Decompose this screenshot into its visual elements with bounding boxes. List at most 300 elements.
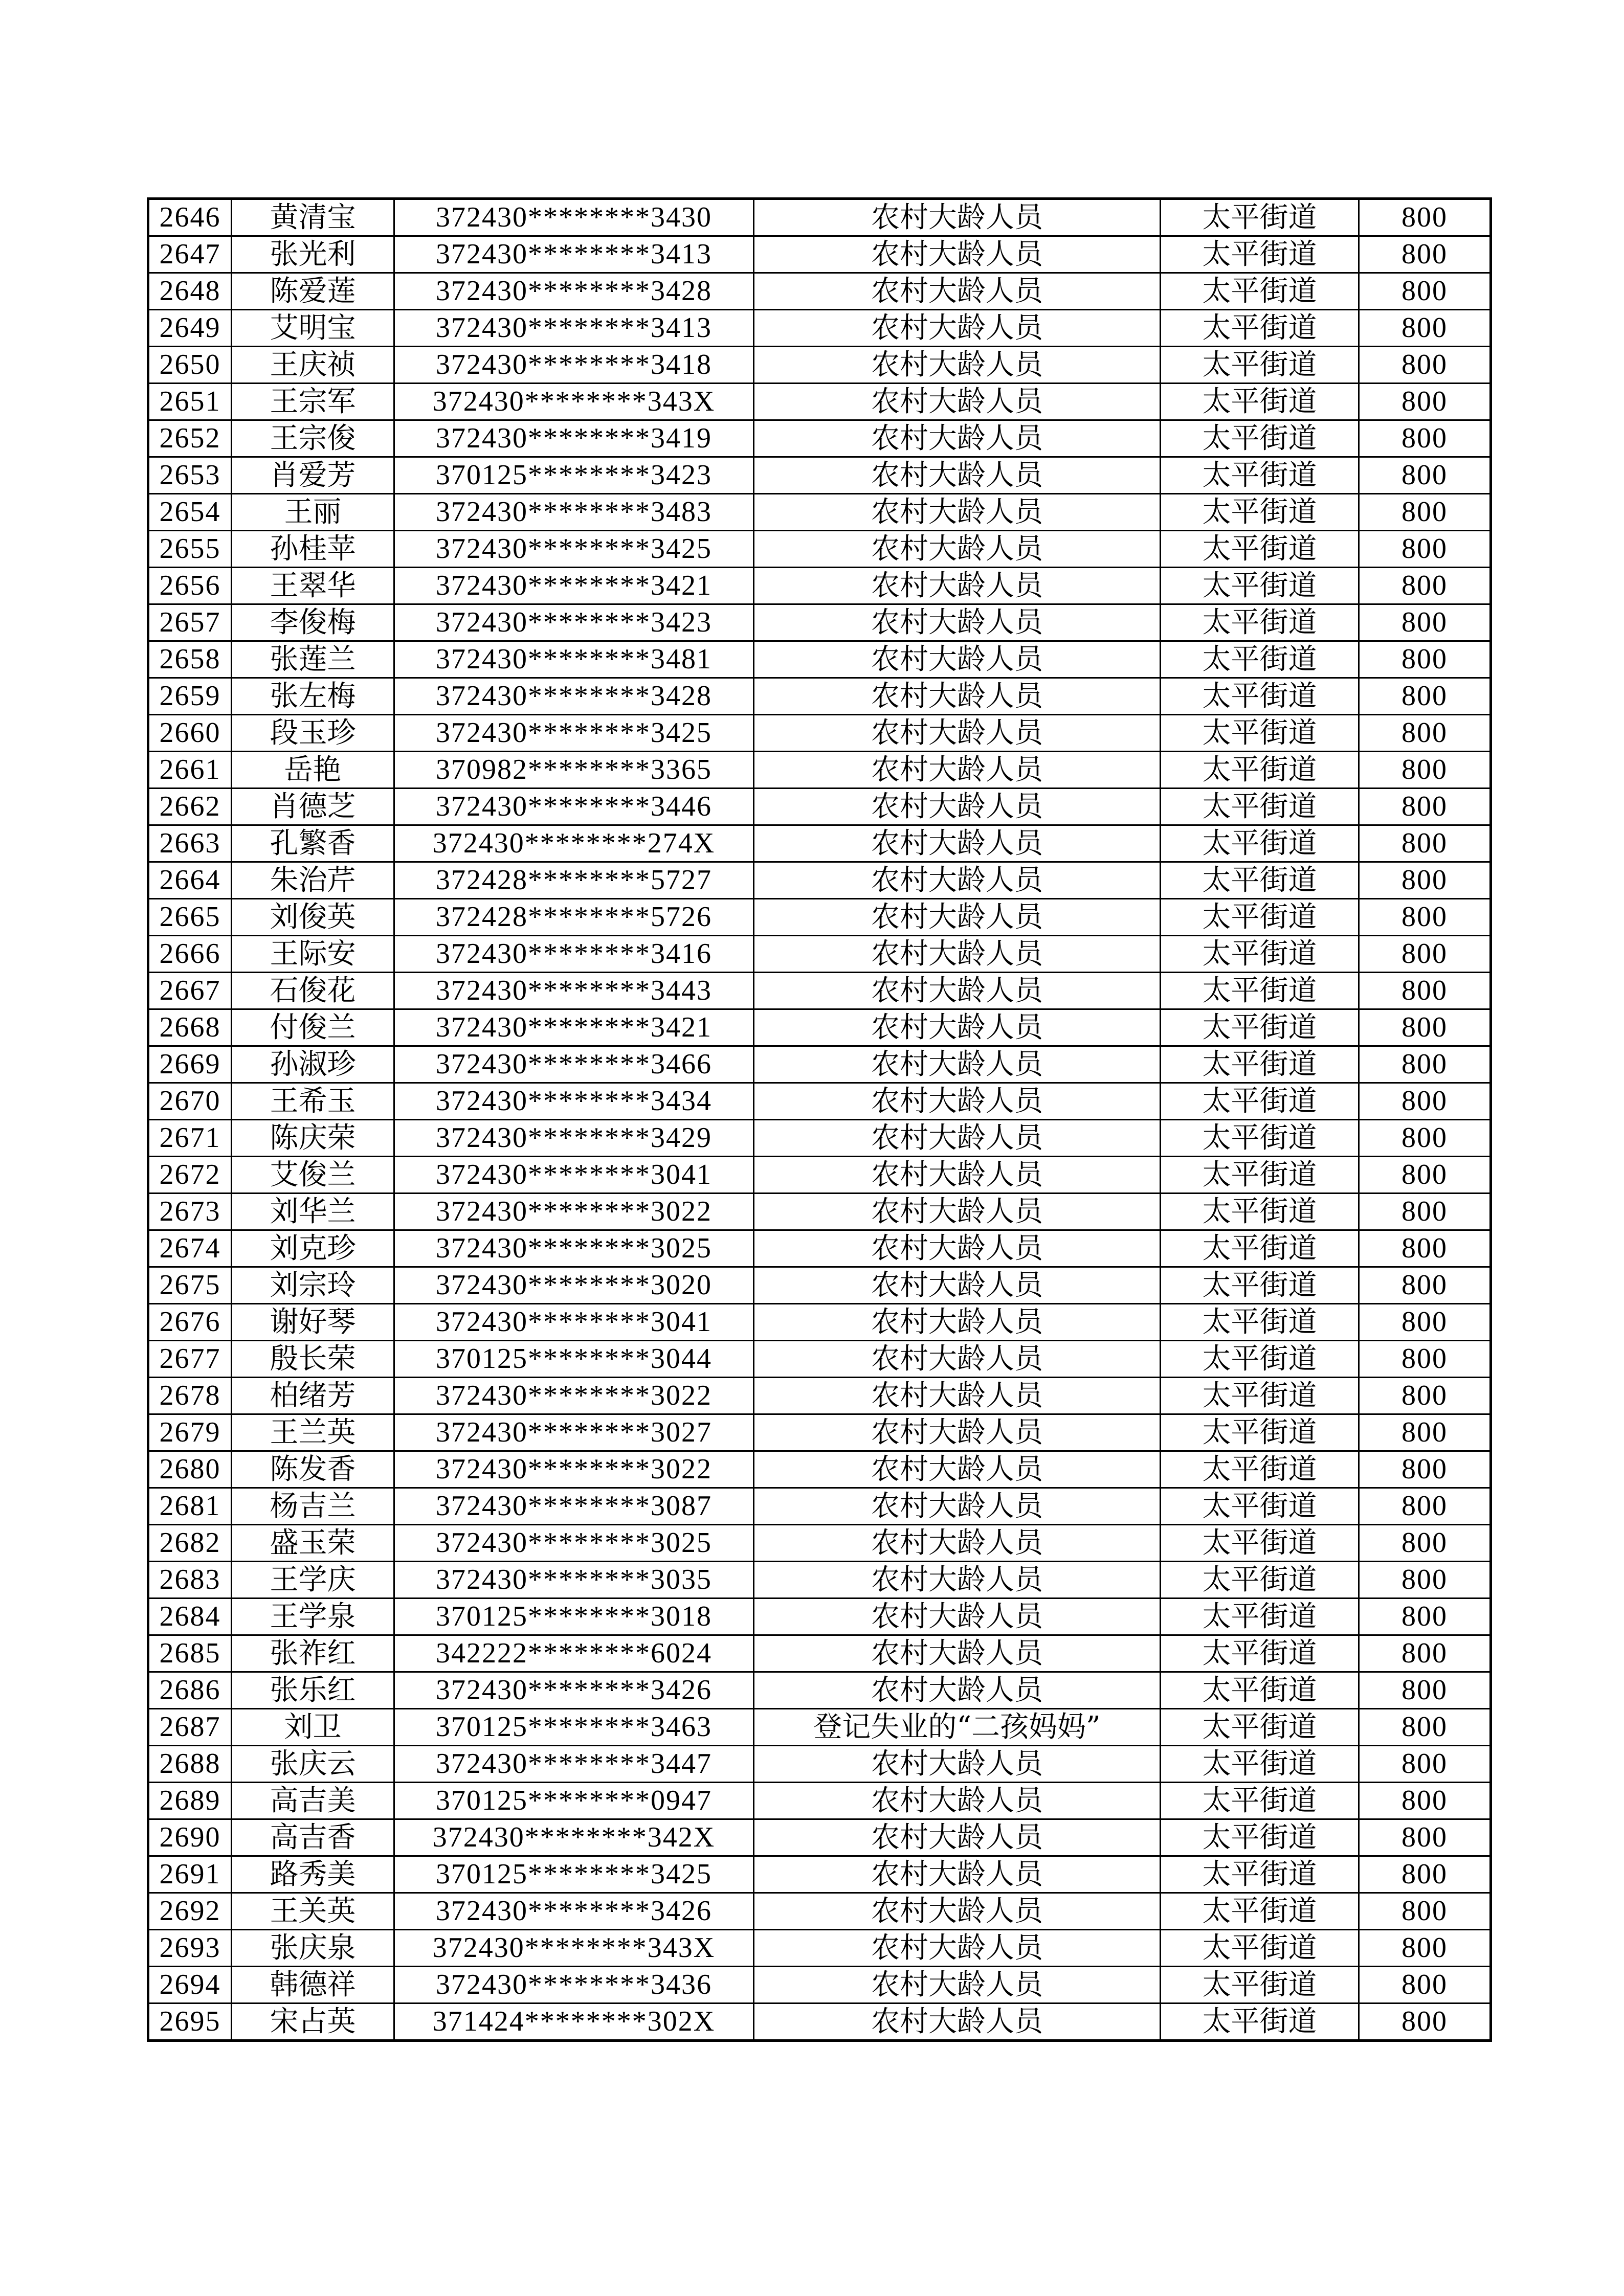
- street-cell: 太平街道: [1161, 384, 1359, 420]
- row-number-cell: 2650: [148, 347, 232, 384]
- category-cell: 农村大龄人员: [754, 199, 1161, 236]
- row-number-cell: 2672: [148, 1157, 232, 1194]
- category-cell: 农村大龄人员: [754, 1635, 1161, 1672]
- name-cell: 王希玉: [232, 1083, 394, 1120]
- category-cell: 农村大龄人员: [754, 1856, 1161, 1893]
- street-cell: 太平街道: [1161, 1451, 1359, 1488]
- category-cell: 农村大龄人员: [754, 568, 1161, 604]
- id-number-cell: 370125********3423: [394, 457, 754, 494]
- table-row: [148, 899, 1491, 936]
- amount-cell: 800: [1359, 236, 1491, 273]
- category-cell: 农村大龄人员: [754, 1451, 1161, 1488]
- name-cell: 王兰英: [232, 1414, 394, 1451]
- table-row: [148, 1525, 1491, 1562]
- id-number-cell: 372430********3022: [394, 1451, 754, 1488]
- table-row: [148, 1046, 1491, 1083]
- amount-cell: 800: [1359, 1194, 1491, 1230]
- category-cell: 农村大龄人员: [754, 789, 1161, 825]
- street-cell: 太平街道: [1161, 862, 1359, 899]
- name-cell: 张左梅: [232, 678, 394, 715]
- amount-cell: 800: [1359, 457, 1491, 494]
- category-cell: 农村大龄人员: [754, 604, 1161, 641]
- category-cell: 农村大龄人员: [754, 1120, 1161, 1157]
- street-cell: 太平街道: [1161, 1672, 1359, 1709]
- row-number-cell: 2683: [148, 1562, 232, 1599]
- street-cell: 太平街道: [1161, 1267, 1359, 1304]
- id-number-cell: 372430********3421: [394, 1009, 754, 1046]
- row-number-cell: 2688: [148, 1746, 232, 1783]
- table-row: [148, 236, 1491, 273]
- street-cell: 太平街道: [1161, 1893, 1359, 1930]
- name-cell: 孔繁香: [232, 825, 394, 862]
- id-number-cell: 372430********3022: [394, 1194, 754, 1230]
- id-number-cell: 370125********0947: [394, 1783, 754, 1819]
- table-row: [148, 1746, 1491, 1783]
- amount-cell: 800: [1359, 715, 1491, 752]
- category-cell: 农村大龄人员: [754, 899, 1161, 936]
- category-cell: 农村大龄人员: [754, 457, 1161, 494]
- row-number-cell: 2656: [148, 568, 232, 604]
- amount-cell: 800: [1359, 1599, 1491, 1635]
- table-row: [148, 384, 1491, 420]
- amount-cell: 800: [1359, 310, 1491, 347]
- table-row: [148, 1009, 1491, 1046]
- street-cell: 太平街道: [1161, 1562, 1359, 1599]
- row-number-cell: 2649: [148, 310, 232, 347]
- row-number-cell: 2689: [148, 1783, 232, 1819]
- id-number-cell: 372430********3446: [394, 789, 754, 825]
- name-cell: 艾俊兰: [232, 1157, 394, 1194]
- row-number-cell: 2693: [148, 1930, 232, 1967]
- category-cell: 农村大龄人员: [754, 825, 1161, 862]
- name-cell: 柏绪芳: [232, 1378, 394, 1414]
- street-cell: 太平街道: [1161, 1930, 1359, 1967]
- row-number-cell: 2658: [148, 641, 232, 678]
- street-cell: 太平街道: [1161, 715, 1359, 752]
- table-row: [148, 825, 1491, 862]
- row-number-cell: 2662: [148, 789, 232, 825]
- id-number-cell: 372430********3425: [394, 715, 754, 752]
- category-cell: 农村大龄人员: [754, 1599, 1161, 1635]
- table-row: [148, 1378, 1491, 1414]
- street-cell: 太平街道: [1161, 1083, 1359, 1120]
- category-cell: 农村大龄人员: [754, 752, 1161, 789]
- row-number-cell: 2685: [148, 1635, 232, 1672]
- table-row: [148, 678, 1491, 715]
- category-cell: 农村大龄人员: [754, 1562, 1161, 1599]
- id-number-cell: 371424********302X: [394, 2004, 754, 2041]
- table-row: [148, 531, 1491, 568]
- id-number-cell: 372430********3426: [394, 1893, 754, 1930]
- amount-cell: 800: [1359, 1009, 1491, 1046]
- name-cell: 张乐红: [232, 1672, 394, 1709]
- amount-cell: 800: [1359, 494, 1491, 531]
- street-cell: 太平街道: [1161, 1341, 1359, 1378]
- category-cell: 农村大龄人员: [754, 310, 1161, 347]
- category-cell: 农村大龄人员: [754, 973, 1161, 1009]
- amount-cell: 800: [1359, 1525, 1491, 1562]
- amount-cell: 800: [1359, 1046, 1491, 1083]
- id-number-cell: 342222********6024: [394, 1635, 754, 1672]
- street-cell: 太平街道: [1161, 1709, 1359, 1746]
- amount-cell: 800: [1359, 1709, 1491, 1746]
- row-number-cell: 2674: [148, 1230, 232, 1267]
- table-row: [148, 789, 1491, 825]
- name-cell: 殷长荣: [232, 1341, 394, 1378]
- street-cell: 太平街道: [1161, 789, 1359, 825]
- street-cell: 太平街道: [1161, 494, 1359, 531]
- row-number-cell: 2666: [148, 936, 232, 973]
- street-cell: 太平街道: [1161, 568, 1359, 604]
- table-row: [148, 347, 1491, 384]
- row-number-cell: 2694: [148, 1967, 232, 2004]
- table-row: [148, 1083, 1491, 1120]
- name-cell: 陈庆荣: [232, 1120, 394, 1157]
- id-number-cell: 372430********3430: [394, 199, 754, 236]
- row-number-cell: 2647: [148, 236, 232, 273]
- id-number-cell: 372430********3421: [394, 568, 754, 604]
- row-number-cell: 2681: [148, 1488, 232, 1525]
- id-number-cell: 372430********3434: [394, 1083, 754, 1120]
- street-cell: 太平街道: [1161, 899, 1359, 936]
- category-cell: 农村大龄人员: [754, 1488, 1161, 1525]
- table-row: [148, 1267, 1491, 1304]
- amount-cell: 800: [1359, 1157, 1491, 1194]
- subsidy-table: [147, 197, 1492, 2042]
- amount-cell: 800: [1359, 1893, 1491, 1930]
- amount-cell: 800: [1359, 641, 1491, 678]
- category-cell: 农村大龄人员: [754, 1378, 1161, 1414]
- row-number-cell: 2678: [148, 1378, 232, 1414]
- id-number-cell: 372430********3041: [394, 1304, 754, 1341]
- amount-cell: 800: [1359, 1341, 1491, 1378]
- table-row: [148, 273, 1491, 310]
- table-row: [148, 457, 1491, 494]
- table-row: [148, 1930, 1491, 1967]
- row-number-cell: 2663: [148, 825, 232, 862]
- row-number-cell: 2677: [148, 1341, 232, 1378]
- name-cell: 王庆祯: [232, 347, 394, 384]
- id-number-cell: 372428********5726: [394, 899, 754, 936]
- name-cell: 陈爱莲: [232, 273, 394, 310]
- category-cell: 农村大龄人员: [754, 1083, 1161, 1120]
- name-cell: 盛玉荣: [232, 1525, 394, 1562]
- table-row: [148, 715, 1491, 752]
- street-cell: 太平街道: [1161, 457, 1359, 494]
- table-row: [148, 1783, 1491, 1819]
- category-cell: 农村大龄人员: [754, 236, 1161, 273]
- id-number-cell: 372430********3041: [394, 1157, 754, 1194]
- street-cell: 太平街道: [1161, 1046, 1359, 1083]
- table-row: [148, 1635, 1491, 1672]
- table-row: [148, 1967, 1491, 2004]
- amount-cell: 800: [1359, 825, 1491, 862]
- row-number-cell: 2695: [148, 2004, 232, 2041]
- row-number-cell: 2664: [148, 862, 232, 899]
- table-row: [148, 1672, 1491, 1709]
- street-cell: 太平街道: [1161, 1304, 1359, 1341]
- amount-cell: 800: [1359, 2004, 1491, 2041]
- table-row: [148, 1414, 1491, 1451]
- row-number-cell: 2675: [148, 1267, 232, 1304]
- street-cell: 太平街道: [1161, 199, 1359, 236]
- name-cell: 石俊花: [232, 973, 394, 1009]
- row-number-cell: 2651: [148, 384, 232, 420]
- category-cell: 农村大龄人员: [754, 1893, 1161, 1930]
- category-cell: 农村大龄人员: [754, 1267, 1161, 1304]
- id-number-cell: 370125********3018: [394, 1599, 754, 1635]
- amount-cell: 800: [1359, 531, 1491, 568]
- name-cell: 谢好琴: [232, 1304, 394, 1341]
- street-cell: 太平街道: [1161, 1599, 1359, 1635]
- id-number-cell: 370125********3044: [394, 1341, 754, 1378]
- name-cell: 张莲兰: [232, 641, 394, 678]
- table-row: [148, 1709, 1491, 1746]
- row-number-cell: 2653: [148, 457, 232, 494]
- id-number-cell: 372430********3426: [394, 1672, 754, 1709]
- category-cell: 农村大龄人员: [754, 936, 1161, 973]
- street-cell: 太平街道: [1161, 1414, 1359, 1451]
- table-row: [148, 310, 1491, 347]
- row-number-cell: 2690: [148, 1819, 232, 1856]
- name-cell: 高吉香: [232, 1819, 394, 1856]
- table-row: [148, 1120, 1491, 1157]
- street-cell: 太平街道: [1161, 1488, 1359, 1525]
- street-cell: 太平街道: [1161, 1746, 1359, 1783]
- street-cell: 太平街道: [1161, 531, 1359, 568]
- name-cell: 王学泉: [232, 1599, 394, 1635]
- table-row: [148, 568, 1491, 604]
- category-cell: 农村大龄人员: [754, 1414, 1161, 1451]
- category-cell: 农村大龄人员: [754, 1157, 1161, 1194]
- amount-cell: 800: [1359, 1783, 1491, 1819]
- name-cell: 刘俊英: [232, 899, 394, 936]
- category-cell: 农村大龄人员: [754, 1230, 1161, 1267]
- id-number-cell: 372430********3466: [394, 1046, 754, 1083]
- street-cell: 太平街道: [1161, 752, 1359, 789]
- id-number-cell: 372430********3447: [394, 1746, 754, 1783]
- category-cell: 农村大龄人员: [754, 1746, 1161, 1783]
- name-cell: 张祚红: [232, 1635, 394, 1672]
- amount-cell: 800: [1359, 1488, 1491, 1525]
- table-row: [148, 1488, 1491, 1525]
- street-cell: 太平街道: [1161, 347, 1359, 384]
- table-body: [148, 199, 1491, 2041]
- amount-cell: 800: [1359, 1672, 1491, 1709]
- row-number-cell: 2655: [148, 531, 232, 568]
- id-number-cell: 372430********3418: [394, 347, 754, 384]
- amount-cell: 800: [1359, 1967, 1491, 2004]
- table-row: [148, 420, 1491, 457]
- street-cell: 太平街道: [1161, 1819, 1359, 1856]
- street-cell: 太平街道: [1161, 273, 1359, 310]
- id-number-cell: 372430********343X: [394, 1930, 754, 1967]
- table-row: [148, 641, 1491, 678]
- amount-cell: 800: [1359, 568, 1491, 604]
- amount-cell: 800: [1359, 199, 1491, 236]
- street-cell: 太平街道: [1161, 825, 1359, 862]
- name-cell: 韩德祥: [232, 1967, 394, 2004]
- table-row: [148, 1194, 1491, 1230]
- name-cell: 岳艳: [232, 752, 394, 789]
- name-cell: 黄清宝: [232, 199, 394, 236]
- name-cell: 张庆泉: [232, 1930, 394, 1967]
- amount-cell: 800: [1359, 1230, 1491, 1267]
- id-number-cell: 372430********3428: [394, 273, 754, 310]
- category-cell: 农村大龄人员: [754, 1967, 1161, 2004]
- name-cell: 段玉珍: [232, 715, 394, 752]
- street-cell: 太平街道: [1161, 236, 1359, 273]
- category-cell: 农村大龄人员: [754, 1930, 1161, 1967]
- amount-cell: 800: [1359, 1083, 1491, 1120]
- street-cell: 太平街道: [1161, 678, 1359, 715]
- name-cell: 肖德芝: [232, 789, 394, 825]
- table-row: [148, 1230, 1491, 1267]
- row-number-cell: 2659: [148, 678, 232, 715]
- id-number-cell: 372430********3025: [394, 1525, 754, 1562]
- name-cell: 王际安: [232, 936, 394, 973]
- name-cell: 王丽: [232, 494, 394, 531]
- row-number-cell: 2673: [148, 1194, 232, 1230]
- id-number-cell: 372430********3429: [394, 1120, 754, 1157]
- table-row: [148, 1341, 1491, 1378]
- table-row: [148, 1451, 1491, 1488]
- category-cell: 农村大龄人员: [754, 1525, 1161, 1562]
- id-number-cell: 370125********3463: [394, 1709, 754, 1746]
- id-number-cell: 372430********3425: [394, 531, 754, 568]
- table-row: [148, 494, 1491, 531]
- category-cell: 农村大龄人员: [754, 641, 1161, 678]
- name-cell: 刘华兰: [232, 1194, 394, 1230]
- name-cell: 王宗军: [232, 384, 394, 420]
- row-number-cell: 2682: [148, 1525, 232, 1562]
- row-number-cell: 2686: [148, 1672, 232, 1709]
- table-row: [148, 936, 1491, 973]
- amount-cell: 800: [1359, 678, 1491, 715]
- category-cell: 农村大龄人员: [754, 715, 1161, 752]
- street-cell: 太平街道: [1161, 1230, 1359, 1267]
- amount-cell: 800: [1359, 420, 1491, 457]
- table-row: [148, 1856, 1491, 1893]
- name-cell: 孙桂苹: [232, 531, 394, 568]
- id-number-cell: 372430********3035: [394, 1562, 754, 1599]
- name-cell: 杨吉兰: [232, 1488, 394, 1525]
- id-number-cell: 372430********3413: [394, 236, 754, 273]
- street-cell: 太平街道: [1161, 604, 1359, 641]
- name-cell: 陈发香: [232, 1451, 394, 1488]
- row-number-cell: 2679: [148, 1414, 232, 1451]
- id-number-cell: 372430********3022: [394, 1378, 754, 1414]
- table-row: [148, 862, 1491, 899]
- name-cell: 张庆云: [232, 1746, 394, 1783]
- category-cell: 农村大龄人员: [754, 1341, 1161, 1378]
- amount-cell: 800: [1359, 273, 1491, 310]
- category-cell: 农村大龄人员: [754, 862, 1161, 899]
- table-row: [148, 1599, 1491, 1635]
- table-row: [148, 973, 1491, 1009]
- id-number-cell: 372428********5727: [394, 862, 754, 899]
- amount-cell: 800: [1359, 1378, 1491, 1414]
- name-cell: 高吉美: [232, 1783, 394, 1819]
- name-cell: 王学庆: [232, 1562, 394, 1599]
- street-cell: 太平街道: [1161, 1967, 1359, 2004]
- table-row: [148, 1157, 1491, 1194]
- id-number-cell: 372430********3423: [394, 604, 754, 641]
- category-cell: 农村大龄人员: [754, 494, 1161, 531]
- street-cell: 太平街道: [1161, 1783, 1359, 1819]
- table-row: [148, 199, 1491, 236]
- row-number-cell: 2670: [148, 1083, 232, 1120]
- id-number-cell: 372430********342X: [394, 1819, 754, 1856]
- street-cell: 太平街道: [1161, 973, 1359, 1009]
- row-number-cell: 2668: [148, 1009, 232, 1046]
- row-number-cell: 2646: [148, 199, 232, 236]
- amount-cell: 800: [1359, 1562, 1491, 1599]
- category-cell: 农村大龄人员: [754, 347, 1161, 384]
- amount-cell: 800: [1359, 789, 1491, 825]
- name-cell: 张光利: [232, 236, 394, 273]
- id-number-cell: 372430********343X: [394, 384, 754, 420]
- amount-cell: 800: [1359, 384, 1491, 420]
- table-row: [148, 752, 1491, 789]
- amount-cell: 800: [1359, 973, 1491, 1009]
- category-cell: 登记失业的“二孩妈妈”: [754, 1709, 1161, 1746]
- id-number-cell: 372430********3483: [394, 494, 754, 531]
- category-cell: 农村大龄人员: [754, 1194, 1161, 1230]
- id-number-cell: 372430********3025: [394, 1230, 754, 1267]
- row-number-cell: 2669: [148, 1046, 232, 1083]
- amount-cell: 800: [1359, 862, 1491, 899]
- category-cell: 农村大龄人员: [754, 1819, 1161, 1856]
- row-number-cell: 2667: [148, 973, 232, 1009]
- row-number-cell: 2652: [148, 420, 232, 457]
- category-cell: 农村大龄人员: [754, 420, 1161, 457]
- category-cell: 农村大龄人员: [754, 1672, 1161, 1709]
- name-cell: 刘宗玲: [232, 1267, 394, 1304]
- amount-cell: 800: [1359, 1451, 1491, 1488]
- category-cell: 农村大龄人员: [754, 2004, 1161, 2041]
- amount-cell: 800: [1359, 1120, 1491, 1157]
- amount-cell: 800: [1359, 752, 1491, 789]
- row-number-cell: 2692: [148, 1893, 232, 1930]
- id-number-cell: 372430********3428: [394, 678, 754, 715]
- name-cell: 肖爱芳: [232, 457, 394, 494]
- row-number-cell: 2657: [148, 604, 232, 641]
- category-cell: 农村大龄人员: [754, 273, 1161, 310]
- street-cell: 太平街道: [1161, 936, 1359, 973]
- id-number-cell: 370982********3365: [394, 752, 754, 789]
- name-cell: 付俊兰: [232, 1009, 394, 1046]
- category-cell: 农村大龄人员: [754, 1046, 1161, 1083]
- row-number-cell: 2687: [148, 1709, 232, 1746]
- row-number-cell: 2660: [148, 715, 232, 752]
- row-number-cell: 2691: [148, 1856, 232, 1893]
- table-row: [148, 1819, 1491, 1856]
- row-number-cell: 2680: [148, 1451, 232, 1488]
- street-cell: 太平街道: [1161, 2004, 1359, 2041]
- street-cell: 太平街道: [1161, 1157, 1359, 1194]
- name-cell: 刘卫: [232, 1709, 394, 1746]
- amount-cell: 800: [1359, 936, 1491, 973]
- id-number-cell: 372430********274X: [394, 825, 754, 862]
- name-cell: 王翠华: [232, 568, 394, 604]
- street-cell: 太平街道: [1161, 1009, 1359, 1046]
- id-number-cell: 372430********3416: [394, 936, 754, 973]
- name-cell: 朱治芹: [232, 862, 394, 899]
- name-cell: 王关英: [232, 1893, 394, 1930]
- table-row: [148, 2004, 1491, 2041]
- amount-cell: 800: [1359, 347, 1491, 384]
